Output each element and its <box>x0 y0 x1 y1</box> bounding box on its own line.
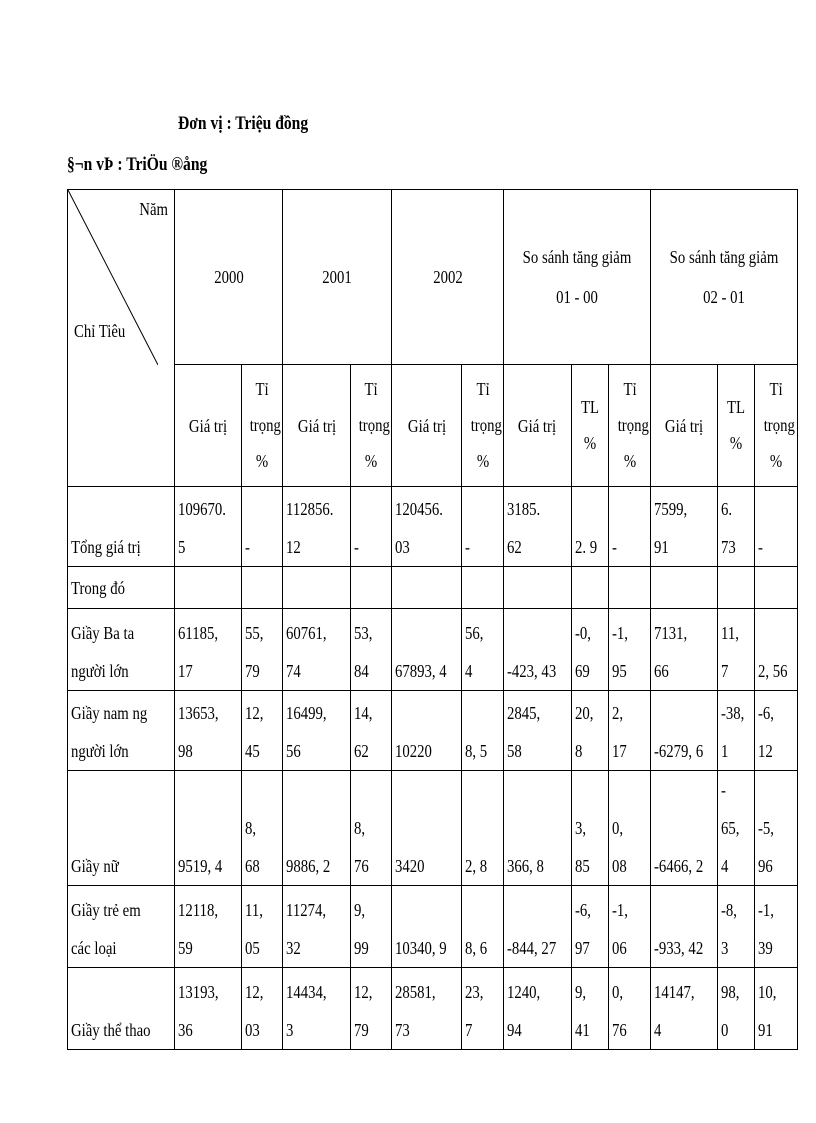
table-cell <box>609 567 651 609</box>
row-label-text: Giầy Ba ta người lớn <box>71 623 135 681</box>
sub-header-ti-trong <box>351 365 392 487</box>
cell-value: 23, 7 <box>465 982 484 1040</box>
table-row <box>68 968 798 1050</box>
table-cell <box>242 968 283 1050</box>
table-cell <box>175 968 242 1050</box>
sub-header-label: Tỉ trọng % <box>358 378 390 471</box>
table-cell <box>175 487 242 567</box>
table-cell <box>571 886 609 968</box>
table-cell <box>718 609 755 691</box>
table-cell <box>283 609 351 691</box>
row-label <box>68 968 175 1050</box>
table-cell <box>392 609 462 691</box>
table-cell <box>504 886 572 968</box>
table-cell <box>651 771 718 886</box>
row-label <box>68 691 175 771</box>
cell-value: 8, 5 <box>465 741 488 761</box>
table-cell <box>351 691 392 771</box>
table-cell <box>283 567 351 609</box>
year-header <box>175 190 283 365</box>
table-cell <box>351 886 392 968</box>
table-cell <box>755 567 798 609</box>
data-table <box>67 189 798 1050</box>
cell-value: 3185. 62 <box>507 499 541 557</box>
cell-value: -1, 39 <box>758 900 774 958</box>
year-header <box>651 190 798 365</box>
table-cell <box>392 886 462 968</box>
year-header <box>504 190 651 365</box>
corner-header <box>68 190 175 487</box>
row-label-text: Tổng giá trị <box>71 537 141 557</box>
cell-value: 61185, 17 <box>178 623 219 681</box>
table-cell <box>392 771 462 886</box>
corner-criteria-label: Chỉ Tiêu <box>74 321 126 341</box>
row-label <box>68 567 175 609</box>
table-cell <box>755 771 798 886</box>
table-cell <box>718 968 755 1050</box>
cell-value: 2, 56 <box>758 661 788 681</box>
table-cell <box>609 691 651 771</box>
cell-value: -0, 69 <box>574 623 591 681</box>
cell-value: 10, 91 <box>758 982 777 1040</box>
cell-value: - <box>245 537 250 557</box>
sub-header-label: Tỉ trọng % <box>249 378 281 471</box>
row-label-text: Giầy nữ <box>71 856 119 876</box>
table-cell <box>755 691 798 771</box>
cell-value: 98, 0 <box>721 982 740 1040</box>
cell-value: -6, 97 <box>574 900 591 958</box>
cell-value: 14, 62 <box>354 703 373 761</box>
cell-value: -6466, 2 <box>654 856 704 876</box>
table-cell <box>571 771 609 886</box>
cell-value: - <box>758 537 763 557</box>
table-cell <box>651 609 718 691</box>
year-header <box>392 190 504 365</box>
cell-value: 10340, 9 <box>395 938 447 958</box>
table-cell <box>504 609 572 691</box>
sub-header-tl <box>718 365 755 487</box>
table-cell <box>242 886 283 968</box>
sub-header-label: TL % <box>726 396 746 453</box>
cell-value: 12, 45 <box>245 703 264 761</box>
year-header-label: 2001 <box>322 267 352 287</box>
row-label <box>68 609 175 691</box>
cell-value: 53, 84 <box>354 623 373 681</box>
cell-value: - <box>465 537 470 557</box>
cell-value: 120456. 03 <box>395 499 443 557</box>
table-cell <box>462 886 504 968</box>
table-cell <box>351 487 392 567</box>
row-label <box>68 886 175 968</box>
table-cell <box>651 567 718 609</box>
cell-value: 12, 03 <box>245 982 264 1040</box>
table-cell <box>651 487 718 567</box>
sub-header-gia-tri <box>283 365 351 487</box>
cell-value: 11, 05 <box>245 900 263 958</box>
cell-value: 28581, 73 <box>395 982 436 1040</box>
table-cell <box>175 886 242 968</box>
cell-value: 55, 79 <box>245 623 264 681</box>
table-cell <box>242 609 283 691</box>
cell-value: 2. 9 <box>574 537 598 557</box>
header-row-sub <box>68 365 798 487</box>
table-cell <box>242 691 283 771</box>
year-header-label: 2002 <box>432 267 463 287</box>
table-cell <box>351 567 392 609</box>
table-cell <box>351 771 392 886</box>
cell-value: 14147, 4 <box>654 982 695 1040</box>
table-cell <box>571 609 609 691</box>
table-cell <box>609 968 651 1050</box>
cell-value: -5, 96 <box>758 818 774 876</box>
cell-value: 11, 7 <box>721 623 739 681</box>
year-header-label: 2000 <box>213 267 244 287</box>
unit-line: Đơn vị : Triệu đồng <box>178 113 309 134</box>
cell-value: 10220 <box>395 741 432 761</box>
row-label-text: Giầy trẻ em các loại <box>71 900 141 958</box>
cell-value: 109670. 5 <box>178 499 226 557</box>
table-cell <box>609 886 651 968</box>
sub-header-gia-tri <box>504 365 572 487</box>
table-cell <box>718 886 755 968</box>
cell-value: 9, 41 <box>574 982 590 1040</box>
unit-line-legacy: §¬n vÞ : TriÖu ®ång <box>67 154 208 175</box>
cell-value: -933, 42 <box>654 938 704 958</box>
table-cell <box>755 968 798 1050</box>
corner-year-label: Năm <box>139 199 168 219</box>
table-cell <box>755 487 798 567</box>
cell-value: -1, 95 <box>612 623 629 681</box>
table-cell <box>242 771 283 886</box>
cell-value: 8, 76 <box>354 818 369 876</box>
table-cell <box>609 609 651 691</box>
sub-header-label: Giá trị <box>297 415 336 436</box>
sub-header-ti-trong <box>242 365 283 487</box>
row-label-text: Giầy thể thao <box>71 1020 151 1040</box>
table-cell <box>718 567 755 609</box>
table-cell <box>504 691 572 771</box>
table-cell <box>571 567 609 609</box>
cell-value: - 65, 4 <box>721 780 740 876</box>
table-cell <box>571 691 609 771</box>
sub-header-ti-trong <box>462 365 504 487</box>
table-row <box>68 567 798 609</box>
table-cell <box>462 567 504 609</box>
cell-value: - <box>354 537 359 557</box>
table-cell <box>392 567 462 609</box>
cell-value: 0, 76 <box>612 982 628 1040</box>
table-cell <box>651 691 718 771</box>
header-row-years <box>68 190 798 365</box>
row-label <box>68 771 175 886</box>
sub-header-gia-tri <box>651 365 718 487</box>
table-cell <box>504 487 572 567</box>
table-cell <box>504 771 572 886</box>
year-header-label: So sánh tăng giảm 01 - 00 <box>522 247 632 307</box>
table-cell <box>392 691 462 771</box>
table-cell <box>283 487 351 567</box>
cell-value: 2845, 58 <box>507 703 541 761</box>
cell-value: 3420 <box>395 856 425 876</box>
cell-value: 8, 6 <box>465 938 488 958</box>
table-cell <box>283 968 351 1050</box>
cell-value: 14434, 3 <box>286 982 327 1040</box>
cell-value: 13193, 36 <box>178 982 219 1040</box>
table-cell <box>175 567 242 609</box>
table-cell <box>283 771 351 886</box>
cell-value: -38, 1 <box>721 703 745 761</box>
table-cell <box>175 771 242 886</box>
table-cell <box>571 968 609 1050</box>
table-cell <box>242 567 283 609</box>
cell-value: -844, 27 <box>507 938 557 958</box>
table-cell <box>283 691 351 771</box>
table-cell <box>755 609 798 691</box>
table-cell <box>462 968 504 1050</box>
sub-header-ti-trong <box>755 365 798 487</box>
cell-value: - <box>612 537 618 557</box>
cell-value: 6. 73 <box>721 499 736 557</box>
table-cell <box>718 691 755 771</box>
cell-value: 112856. 12 <box>286 499 334 557</box>
table-row <box>68 771 798 886</box>
cell-value: 0, 08 <box>612 818 628 876</box>
sub-header-label: Tỉ trọng % <box>763 378 795 471</box>
cell-value: 7131, 66 <box>654 623 688 681</box>
sub-header-label: Giá trị <box>188 415 228 436</box>
cell-value: -423, 43 <box>507 661 557 681</box>
table-cell <box>283 886 351 968</box>
cell-value: 16499, 56 <box>286 703 327 761</box>
cell-value: 13653, 98 <box>178 703 219 761</box>
table-cell <box>718 771 755 886</box>
sub-header-gia-tri <box>175 365 242 487</box>
cell-value: 7599, 91 <box>654 499 688 557</box>
cell-value: 60761, 74 <box>286 623 327 681</box>
cell-value: 56, 4 <box>465 623 484 681</box>
table-row <box>68 691 798 771</box>
sub-header-tl <box>571 365 609 487</box>
row-label-text: Giầy nam ng người lớn <box>71 703 148 761</box>
table-cell <box>651 886 718 968</box>
table-cell <box>392 487 462 567</box>
row-label-text: Trong đó <box>71 577 126 598</box>
table-cell <box>462 691 504 771</box>
sub-header-ti-trong <box>609 365 651 487</box>
table-row <box>68 487 798 567</box>
table-cell <box>175 609 242 691</box>
cell-value: 2, 8 <box>465 856 488 876</box>
year-header <box>283 190 392 365</box>
cell-value: 3, 85 <box>574 818 590 876</box>
cell-value: 9519, 4 <box>178 856 223 876</box>
table-cell <box>351 609 392 691</box>
table-cell <box>651 968 718 1050</box>
table-cell <box>571 487 609 567</box>
cell-value: 67893, 4 <box>395 661 447 681</box>
table-cell <box>175 691 242 771</box>
cell-value: -1, 06 <box>612 900 629 958</box>
sub-header-label: Tỉ trọng % <box>617 378 649 471</box>
table-row <box>68 609 798 691</box>
cell-value: 12, 79 <box>354 982 373 1040</box>
table-row <box>68 886 798 968</box>
table-cell <box>755 886 798 968</box>
sub-header-label: Giá trị <box>664 415 704 436</box>
table-cell <box>462 487 504 567</box>
cell-value: 2, 17 <box>612 703 628 761</box>
table-cell <box>609 487 651 567</box>
cell-value: 366, 8 <box>507 856 544 876</box>
table-cell <box>462 771 504 886</box>
cell-value: -8, 3 <box>721 900 737 958</box>
cell-value: 8, 68 <box>245 818 260 876</box>
cell-value: 9, 99 <box>354 900 369 958</box>
table-cell <box>462 609 504 691</box>
sub-header-label: Tỉ trọng % <box>470 378 502 471</box>
sub-header-label: TL % <box>581 396 600 453</box>
table-cell <box>718 487 755 567</box>
year-header-label: So sánh tăng giảm 02 - 01 <box>669 247 779 307</box>
table-cell <box>242 487 283 567</box>
cell-value: -6, 12 <box>758 703 774 761</box>
row-label <box>68 487 175 567</box>
table-cell <box>504 567 572 609</box>
cell-value: 20, 8 <box>574 703 594 761</box>
table-cell <box>351 968 392 1050</box>
sub-header-label: Giá trị <box>518 415 557 436</box>
cell-value: 11274, 32 <box>286 900 327 958</box>
cell-value: -6279, 6 <box>654 741 704 761</box>
table-cell <box>609 771 651 886</box>
table-cell <box>392 968 462 1050</box>
sub-header-label: Giá trị <box>407 415 446 436</box>
table-cell <box>504 968 572 1050</box>
cell-value: 1240, 94 <box>507 982 541 1040</box>
sub-header-gia-tri <box>392 365 462 487</box>
cell-value: 12118, 59 <box>178 900 219 958</box>
cell-value: 9886, 2 <box>286 856 331 876</box>
